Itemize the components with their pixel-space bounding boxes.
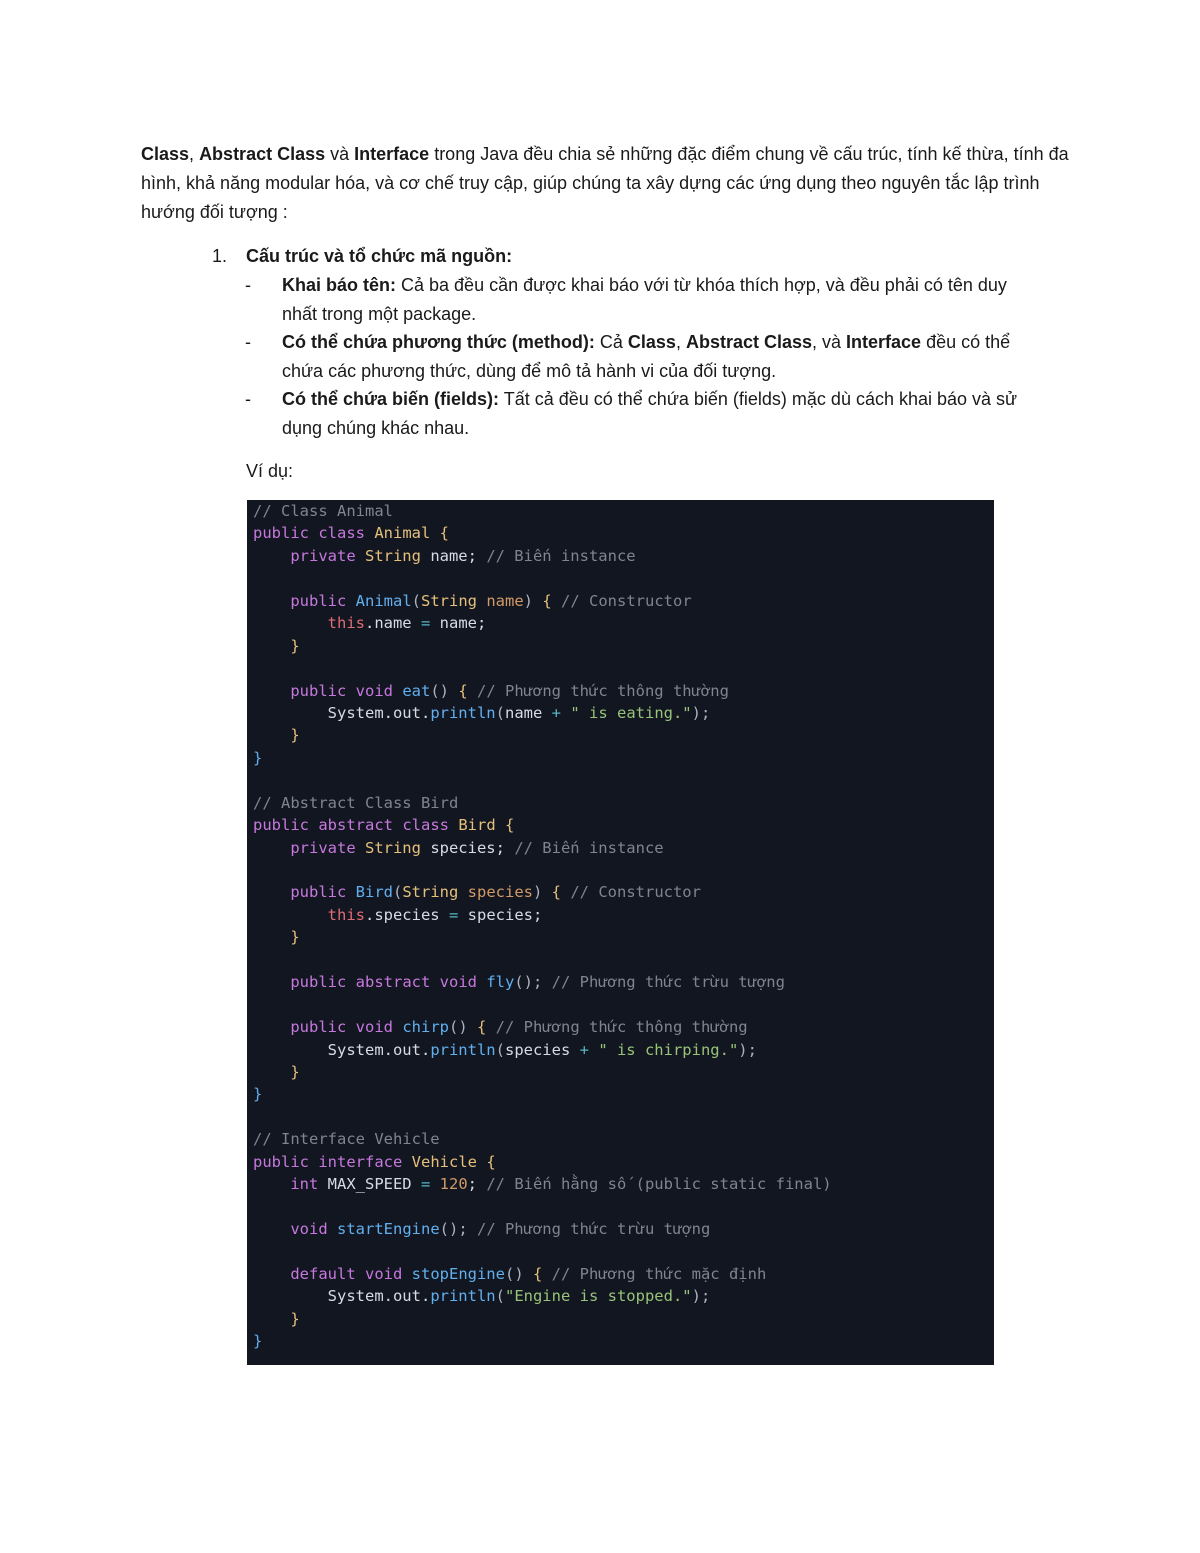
code-token-ident: [253, 592, 290, 610]
code-line: [253, 1128, 994, 1150]
code-line: [253, 904, 994, 926]
code-token-number: 120: [439, 1175, 468, 1194]
code-line: [253, 1173, 994, 1195]
code-line: [253, 926, 994, 948]
code-token-ident: System.out.: [253, 1040, 431, 1059]
code-token-param: name: [486, 591, 524, 610]
bullet-text: Cả: [594, 332, 628, 352]
intro-text: và: [325, 144, 355, 164]
code-token-ident: .species: [364, 905, 449, 924]
code-token-class: Bird: [458, 816, 505, 835]
code-token-ident: ;: [467, 1175, 487, 1194]
code-token-brace: }: [290, 1309, 300, 1328]
code-token-op: +: [579, 1040, 599, 1059]
code-line: [253, 1039, 994, 1061]
intro-paragraph: [141, 140, 1076, 227]
code-token-ident: [253, 906, 328, 924]
code-token-ident: [253, 1265, 290, 1283]
code-token-comment: // Phương thức trừu tượng: [476, 1220, 711, 1238]
code-token-class: Animal: [374, 524, 440, 543]
code-line: [253, 1308, 994, 1330]
code-line: [253, 792, 994, 814]
code-token-comment: // Interface Vehicle: [253, 1130, 440, 1149]
code-token-ident: [253, 1063, 290, 1081]
intro-bold-class: Class: [141, 144, 190, 164]
code-line: [253, 814, 994, 836]
code-token-comment: // Constructor: [561, 591, 692, 610]
code-token-brace: {: [532, 1264, 552, 1283]
code-token-keyword: int: [290, 1175, 328, 1194]
list-item: [245, 385, 1035, 442]
code-token-brace: }: [290, 1062, 300, 1081]
bullet-list: [245, 271, 1035, 442]
code-token-comment: // Class Animal: [253, 502, 393, 520]
code-token-func: println: [430, 1040, 496, 1059]
code-line: [253, 545, 994, 567]
section-heading: [212, 242, 512, 270]
bullet-bold-term: Abstract Class: [685, 332, 813, 352]
bullet-label: Có thể chứa biến (fields):: [282, 389, 500, 409]
code-token-keyword: default: [290, 1264, 365, 1283]
bullet-dash: -: [245, 332, 251, 352]
code-token-keyword: public: [253, 816, 319, 835]
code-token-func: println: [430, 1287, 496, 1306]
code-token-punct: ): [523, 591, 543, 610]
code-token-punct: (): [430, 681, 459, 700]
bullet-text: Cả ba đều cần được khai báo với từ khóa thích hợp, và đều phải có tên duy nhất trong một package.: [282, 275, 1007, 324]
code-token-punct: (: [495, 703, 505, 722]
code-line: [253, 500, 994, 522]
code-token-ident: [253, 1220, 290, 1238]
bullet-text: Tất cả đều có thể chứa biến (fields) mặc dù cách khai báo và sử dụng chúng khác nhau.: [282, 389, 1018, 438]
intro-bold-abstract-class: Abstract Class: [199, 144, 326, 164]
bullet-dash: -: [245, 275, 251, 295]
code-token-keyword: class: [318, 524, 375, 543]
code-line: [253, 522, 994, 544]
code-token-punct: );: [691, 703, 711, 722]
code-line: [253, 837, 994, 859]
code-line: [253, 657, 994, 679]
code-token-keyword: class: [402, 816, 459, 835]
code-token-comment: // Phương thức thông thường: [477, 681, 729, 700]
bullet-label: Có thể chứa phương thức (method):: [282, 332, 595, 352]
code-token-punct: (: [411, 591, 421, 610]
code-block: [247, 500, 994, 1365]
code-line: [253, 1263, 994, 1285]
code-token-func: println: [430, 703, 496, 722]
code-token-punct: (): [504, 1264, 533, 1283]
code-token-keyword: public: [290, 1018, 356, 1037]
bullet-bold-term: Class: [627, 332, 676, 352]
code-token-brace: {: [542, 591, 561, 610]
code-line: [253, 680, 994, 702]
code-line: [253, 1330, 994, 1352]
code-token-comment: // Phương thức trừu tượng: [551, 973, 785, 992]
code-token-keyword: private: [290, 546, 365, 565]
code-token-func: stopEngine: [411, 1264, 505, 1283]
code-token-op: +: [551, 703, 571, 722]
code-token-ident: .name: [364, 614, 421, 633]
code-token-func: eat: [402, 681, 431, 700]
code-token-brace: {: [486, 1152, 496, 1171]
code-token-ident: species;: [430, 838, 515, 857]
code-token-ident: name;: [430, 546, 487, 565]
code-token-keyword: void: [439, 973, 487, 992]
code-line: [253, 747, 994, 769]
code-line: [253, 1218, 994, 1240]
intro-text: trong Java đều chia sẻ những đặc điểm chung về cấu trúc, tính kế thừa, tính đa hình, khả năng modular hóa, và cơ chế truy cập, giúp chúng ta xây dựng các ứng dụng theo nguyên tắc lập trình hướng đối tượng :: [141, 144, 1069, 222]
code-token-keyword: public: [253, 1152, 319, 1171]
bullet-bold-term: Interface: [846, 332, 922, 352]
code-token-brace: }: [290, 726, 300, 745]
code-token-keyword: void: [355, 681, 403, 700]
code-token-func: }: [253, 748, 263, 767]
code-line: [253, 994, 994, 1016]
code-token-keyword: void: [355, 1018, 403, 1037]
code-token-string: "Engine is stopped.": [504, 1287, 692, 1306]
code-token-ident: [253, 1310, 290, 1328]
code-token-type: String: [402, 883, 468, 902]
code-token-type: String: [364, 546, 431, 565]
code-token-keyword: interface: [318, 1152, 412, 1171]
code-line: [253, 590, 994, 612]
code-token-ident: [253, 682, 290, 700]
code-token-ident: [253, 547, 290, 565]
code-token-comment: // Phương thức thông thường: [495, 1018, 748, 1037]
code-token-ident: [253, 726, 290, 744]
code-token-keyword: abstract: [318, 816, 403, 835]
list-item: [245, 271, 1035, 328]
code-token-keyword: public: [290, 973, 356, 992]
code-token-ident: [253, 1175, 290, 1193]
code-line: [253, 859, 994, 881]
code-line: [253, 1016, 994, 1038]
bullet-text: đều có thể chứa các phương thức, dùng để mô tả hành vi của đối tượng.: [282, 332, 1011, 381]
code-token-punct: (: [495, 1287, 505, 1306]
intro-bold-interface: Interface: [354, 144, 430, 164]
code-token-ident: [253, 928, 290, 946]
code-line: [253, 971, 994, 993]
code-token-this: this: [327, 614, 365, 633]
code-token-op: =: [420, 1175, 440, 1194]
code-token-ident: name;: [439, 614, 487, 633]
code-line: [253, 635, 994, 657]
code-token-ident: [253, 1018, 290, 1036]
code-line: [253, 1285, 994, 1307]
section-number: 1.: [212, 246, 228, 266]
example-label: Ví dụ:: [246, 461, 294, 481]
code-token-keyword: public: [290, 591, 356, 610]
code-token-func: startEngine: [337, 1220, 440, 1238]
code-line: [253, 567, 994, 589]
intro-text: ,: [189, 144, 200, 164]
code-token-param: species: [467, 883, 533, 902]
list-item: [245, 328, 1035, 385]
code-line: [253, 1151, 994, 1173]
code-token-punct: (): [449, 1018, 477, 1037]
code-token-punct: ();: [514, 973, 552, 992]
code-token-comment: // Constructor: [570, 883, 701, 902]
code-token-comment: // Abstract Class Bird: [253, 793, 459, 812]
code-token-func: }: [253, 1085, 263, 1104]
code-token-ident: [253, 883, 290, 901]
code-token-keyword: void: [290, 1220, 337, 1238]
code-token-func: chirp: [402, 1018, 449, 1037]
code-token-punct: );: [691, 1287, 711, 1306]
code-token-brace: {: [458, 681, 477, 700]
code-token-comment: // Biến instance: [486, 546, 636, 565]
code-line: [253, 1061, 994, 1083]
code-token-keyword: private: [290, 838, 365, 857]
code-token-brace: {: [551, 883, 571, 902]
code-line: [253, 612, 994, 634]
code-line: [253, 1083, 994, 1105]
code-token-func: Animal: [355, 591, 412, 610]
code-token-ident: species;: [467, 905, 543, 924]
code-token-ident: species: [504, 1040, 580, 1059]
code-token-brace: {: [505, 816, 515, 835]
code-token-func: fly: [486, 973, 515, 992]
code-token-brace: {: [477, 1018, 496, 1037]
code-token-string: " is eating.": [570, 703, 692, 722]
code-token-class: Vehicle: [411, 1152, 487, 1171]
code-line: [253, 1240, 994, 1262]
code-line: [253, 881, 994, 903]
code-token-keyword: public: [290, 883, 356, 902]
code-line: [253, 949, 994, 971]
code-token-keyword: void: [364, 1264, 412, 1283]
code-token-brace: }: [290, 928, 300, 947]
code-token-ident: [253, 839, 290, 857]
code-token-brace: }: [290, 636, 300, 655]
code-token-op: =: [420, 614, 440, 633]
code-token-comment: // Phương thức mặc định: [551, 1264, 767, 1283]
code-line: [253, 769, 994, 791]
code-token-op: =: [448, 905, 468, 924]
code-token-ident: [253, 637, 290, 655]
code-token-ident: name: [504, 703, 552, 722]
code-token-punct: (: [392, 883, 403, 902]
code-token-brace: {: [439, 524, 449, 543]
code-line: [253, 1196, 994, 1218]
code-token-keyword: public: [290, 681, 356, 700]
bullet-text: , và: [812, 332, 847, 352]
code-token-ident: System.out.: [253, 703, 431, 722]
code-token-punct: ();: [439, 1220, 477, 1238]
code-line: [253, 702, 994, 724]
code-token-string: " is chirping.": [598, 1040, 739, 1059]
code-token-func: Bird: [355, 883, 393, 902]
code-token-keyword: abstract: [355, 973, 440, 992]
code-token-punct: );: [738, 1040, 757, 1059]
section-title: Cấu trúc và tổ chức mã nguồn:: [246, 246, 513, 266]
bullet-label: Khai báo tên:: [282, 275, 397, 295]
code-token-ident: [253, 973, 290, 991]
code-token-type: String: [421, 591, 487, 610]
code-token-this: this: [327, 905, 365, 924]
code-token-ident: System.out.: [253, 1287, 431, 1306]
code-token-punct: (: [495, 1040, 505, 1059]
code-token-punct: ): [532, 883, 552, 902]
code-token-keyword: public: [253, 524, 319, 543]
code-token-ident: MAX_SPEED: [327, 1175, 421, 1194]
code-token-ident: [253, 614, 328, 632]
code-token-comment: // Biến hằng số (public static final): [486, 1175, 832, 1194]
code-line: [253, 1106, 994, 1128]
bullet-dash: -: [245, 389, 251, 409]
code-token-type: String: [364, 838, 431, 857]
code-line: [253, 724, 994, 746]
code-token-comment: // Biến instance: [514, 838, 664, 857]
code-token-func: }: [253, 1332, 263, 1351]
bullet-text: ,: [675, 332, 686, 352]
